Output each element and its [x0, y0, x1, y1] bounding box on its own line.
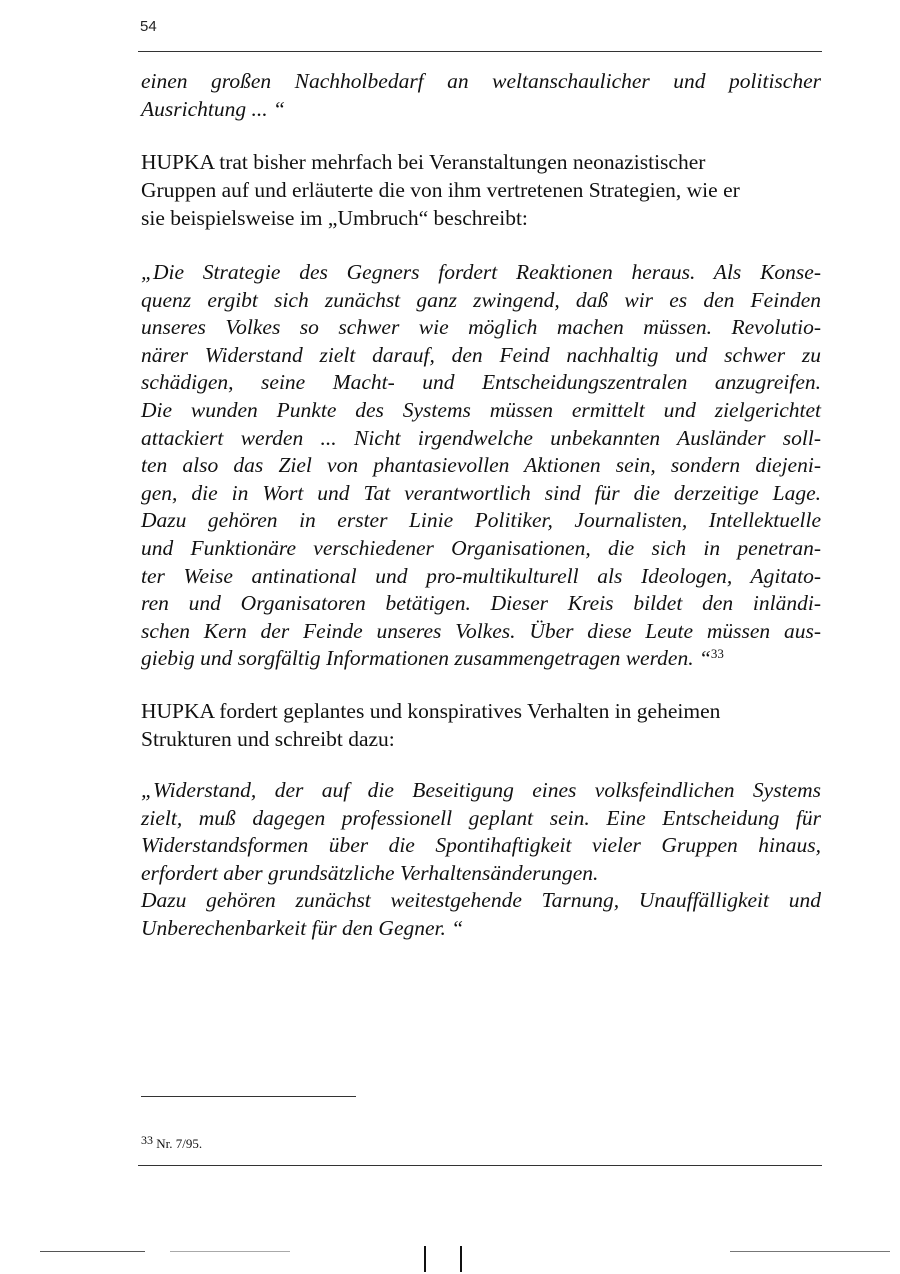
quote-line: „Die Strategie des Gegners fordert Reaktionen heraus. Als Konse-: [141, 260, 821, 284]
quote-strategy: [141, 259, 821, 673]
header-rule: [138, 51, 822, 52]
page-number: 54: [140, 18, 157, 35]
scan-edge-line-right: [730, 1251, 890, 1252]
continuation-line: einen großen Nachholbedarf an weltanschaulicher und politischer: [141, 69, 821, 93]
quote-line: unseres Volkes so schwer wie möglich machen müssen. Revolutio-: [141, 315, 821, 340]
scan-mark-bar: [424, 1246, 426, 1272]
paragraph-line: HUPKA trat bisher mehrfach bei Veranstaltungen neonazistischer: [141, 150, 706, 174]
paragraph-hupka-conspiracy: [141, 697, 821, 753]
quote-resistance: [141, 777, 821, 943]
quote-line: ter Weise antinational und pro-multikulturell als Ideologen, Agitato-: [141, 563, 821, 588]
quote-line: „Widerstand, der auf die Beseitigung eines volksfeindlichen Systems: [141, 778, 821, 802]
continuation-line: Ausrichtung ... “: [141, 96, 285, 121]
paragraph-line: Strukturen und schreibt dazu:: [141, 727, 395, 751]
quote-line: zielt, muß dagegen professionell geplant sein. Eine Entscheidung für: [141, 805, 821, 830]
paragraph-line: HUPKA fordert geplantes und konspiratives Verhalten in geheimen: [141, 699, 721, 723]
footnote-separator: [141, 1096, 356, 1097]
quote-line: Unberechenbarkeit für den Gegner. “: [141, 915, 464, 940]
quote-line: Dazu gehören zunächst weitestgehende Tarnung, Unauffälligkeit und: [141, 888, 821, 913]
continuation-quote: [141, 68, 821, 123]
footnote-text: Nr. 7/95.: [156, 1136, 203, 1151]
paragraph-line: Gruppen auf und erläuterte die von ihm vertretenen Strategien, wie er: [141, 178, 740, 202]
quote-last-line-text: giebig und sorgfältig Informationen zusammengetragen werden. “: [141, 646, 711, 671]
footnote-number: 33: [141, 1133, 153, 1147]
paragraph-hupka-strategies: [141, 148, 821, 232]
quote-line: schen Kern der Feinde unseres Volkes. Über diese Leute müssen aus-: [141, 618, 821, 643]
quote-line: quenz ergibt sich zunächst ganz zwingend, daß wir es den Feinden: [141, 287, 821, 312]
footnote-reference: 33: [710, 646, 724, 662]
quote-line: attackiert werden ... Nicht irgendwelche unbekannten Ausländer soll-: [141, 425, 821, 450]
scan-mark-bar: [460, 1246, 462, 1272]
quote-line: gen, die in Wort und Tat verantwortlich sind für die derzeitige Lage.: [141, 480, 821, 505]
quote-line: und Funktionäre verschiedener Organisationen, die sich in penetran-: [141, 535, 821, 560]
quote-line: Widerstandsformen über die Spontihaftigkeit vieler Gruppen hinaus,: [141, 833, 821, 858]
scan-edge-line-left: [40, 1251, 145, 1252]
quote-line: ten also das Ziel von phantasievollen Aktionen sein, sondern diejeni-: [141, 453, 821, 478]
quote-line: [141, 645, 821, 673]
quote-line: Die wunden Punkte des Systems müssen ermittelt und zielgerichtet: [141, 397, 821, 422]
paragraph-line: sie beispielsweise im „Umbruch“ beschreibt:: [141, 206, 528, 230]
quote-line: ren und Organisatoren betätigen. Dieser Kreis bildet den inländi-: [141, 591, 821, 616]
scan-edge-line-left-faint: [170, 1251, 290, 1252]
quote-line: Dazu gehören in erster Linie Politiker, Journalisten, Intellektuelle: [141, 508, 821, 533]
footer-rule: [138, 1165, 822, 1166]
footnote: [141, 1133, 202, 1152]
quote-line: närer Widerstand zielt darauf, den Feind nachhaltig und schwer zu: [141, 342, 821, 367]
quote-line: schädigen, seine Macht- und Entscheidungszentralen anzugreifen.: [141, 370, 821, 395]
quote-line: erfordert aber grundsätzliche Verhaltensänderungen.: [141, 860, 599, 885]
